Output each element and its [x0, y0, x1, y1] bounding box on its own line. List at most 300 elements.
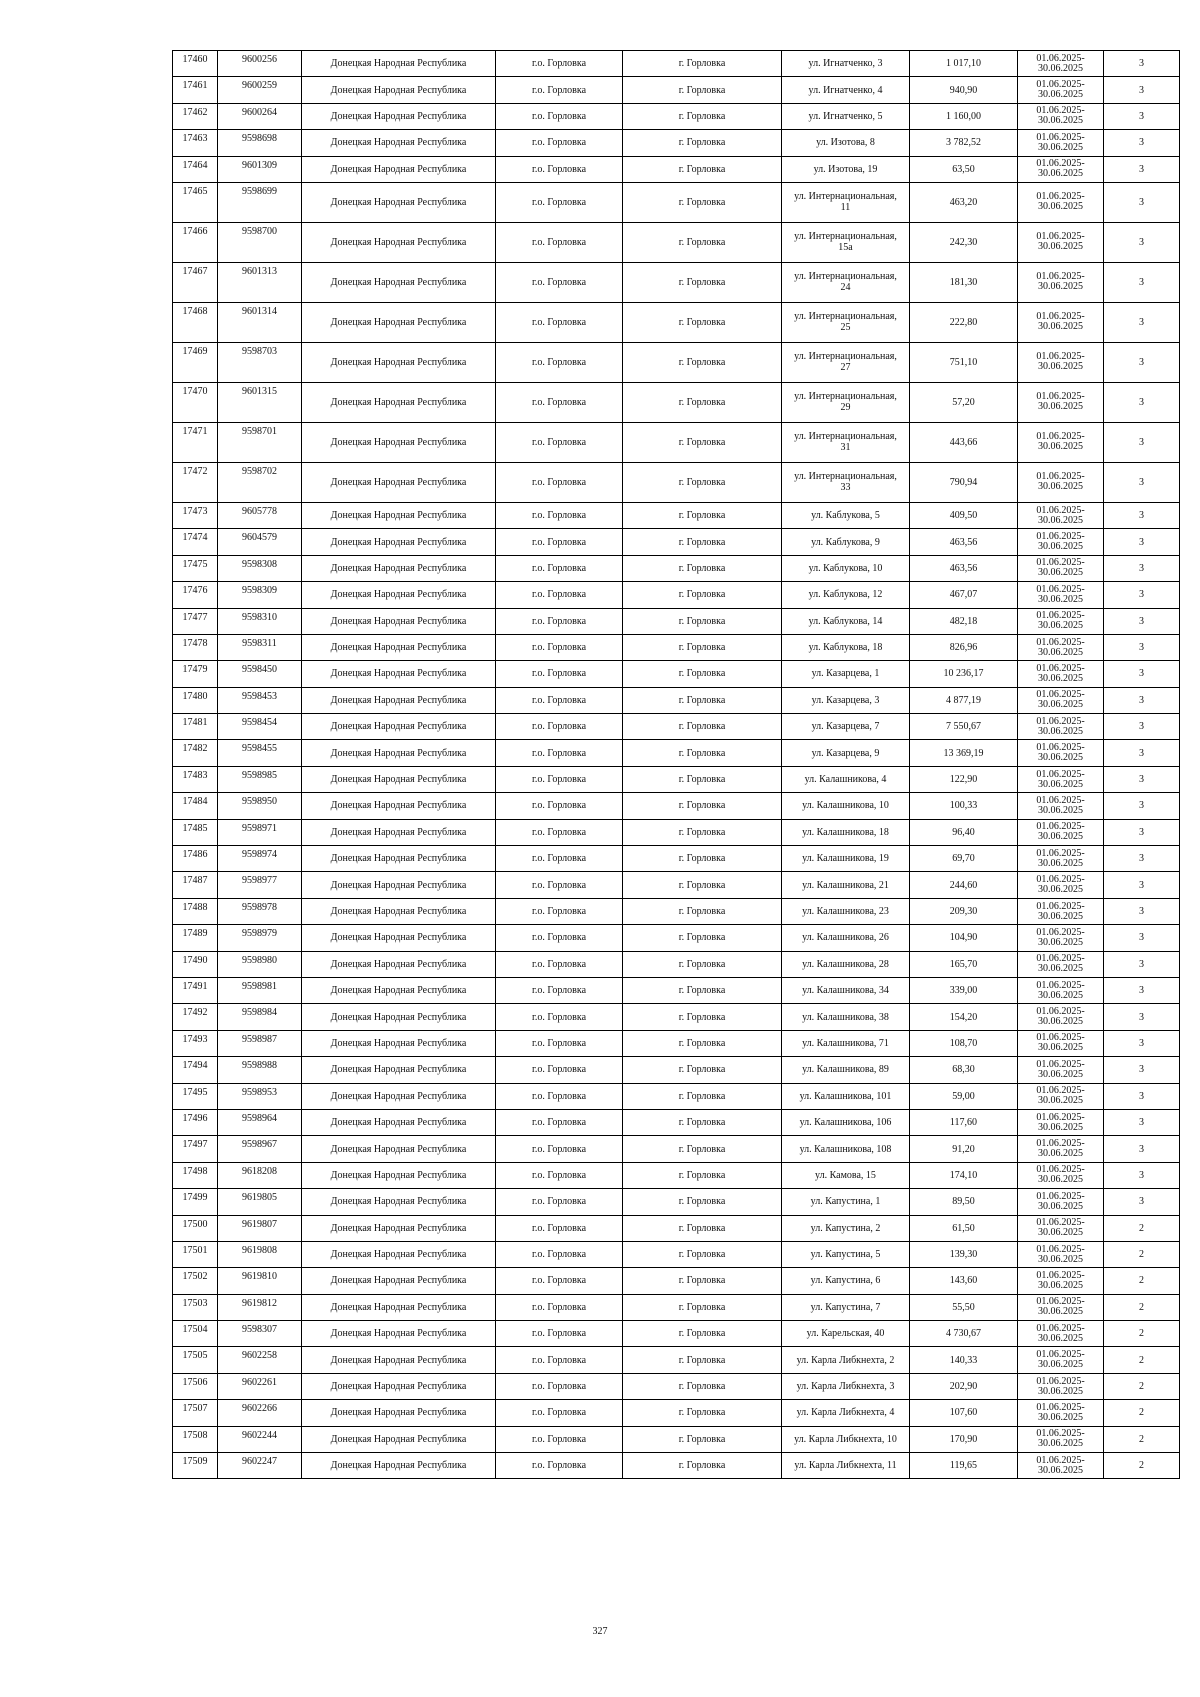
table-row: [173, 529, 1180, 555]
category-cell: [1104, 77, 1180, 103]
category-cell: [1104, 766, 1180, 792]
row-number-cell: [173, 1268, 218, 1294]
period-text: 01.06.2025-: [1036, 1243, 1085, 1255]
category-cell: [1104, 1321, 1180, 1347]
category-text: 3: [1139, 137, 1144, 149]
period-text: 30.06.2025: [1038, 963, 1083, 975]
period-text: 30.06.2025: [1038, 567, 1083, 579]
street-address-cell: [782, 766, 910, 792]
period-text: 01.06.2025-: [1036, 504, 1085, 516]
street-address-text: ул. Изотова, 19: [813, 163, 878, 175]
table-row: [173, 382, 1180, 422]
area-cell: [910, 898, 1018, 924]
settlement-text: г. Горловка: [678, 84, 726, 96]
area-cell: [910, 302, 1018, 342]
object-code-cell: [218, 846, 302, 872]
period-cell: [1018, 422, 1104, 462]
category-cell: [1104, 740, 1180, 766]
region-cell: [302, 51, 496, 77]
category-cell: [1104, 582, 1180, 608]
settlement-cell: [623, 130, 782, 156]
object-code-cell: [218, 925, 302, 951]
object-code-cell: [218, 951, 302, 977]
period-text: 01.06.2025-: [1036, 662, 1085, 674]
street-address-cell: [782, 846, 910, 872]
row-number-cell: [173, 1162, 218, 1188]
street-address-text: ул. Калашникова, 4: [804, 774, 887, 786]
municipal-district-cell: [496, 1162, 623, 1188]
settlement-text: г. Горловка: [678, 196, 726, 208]
settlement-cell: [623, 1057, 782, 1083]
row-number-text: 17476: [182, 585, 208, 597]
category-text: 3: [1139, 879, 1144, 891]
area-text: 409,50: [949, 510, 978, 522]
row-number-cell: [173, 582, 218, 608]
period-cell: [1018, 1136, 1104, 1162]
row-number-text: 17485: [182, 822, 208, 834]
period-text: 01.06.2025-: [1036, 821, 1085, 833]
region-cell: [302, 555, 496, 581]
municipal-district-text: г.о. Горловка: [531, 985, 587, 997]
object-code-cell: [218, 1215, 302, 1241]
row-number-text: 17474: [182, 532, 208, 544]
municipal-district-text: г.о. Горловка: [531, 1433, 587, 1445]
object-code-cell: [218, 1294, 302, 1320]
settlement-cell: [623, 262, 782, 302]
row-number-cell: [173, 793, 218, 819]
region-cell: [302, 872, 496, 898]
settlement-text: г. Горловка: [678, 1117, 726, 1129]
period-cell: [1018, 103, 1104, 129]
row-number-cell: [173, 951, 218, 977]
category-text: 3: [1139, 1011, 1144, 1023]
region-text: Донецкая Народная Республика: [330, 1249, 467, 1261]
street-address-text: ул. Калашникова, 18: [802, 826, 889, 838]
region-cell: [302, 1321, 496, 1347]
area-text: 55,50: [952, 1301, 975, 1313]
row-number-text: 17478: [182, 637, 208, 649]
region-text: Донецкая Народная Республика: [330, 110, 467, 122]
region-cell: [302, 582, 496, 608]
settlement-text: г. Горловка: [678, 1328, 726, 1340]
table-row: [173, 1294, 1180, 1320]
table-row: [173, 1268, 1180, 1294]
object-code-cell: [218, 51, 302, 77]
object-code-cell: [218, 582, 302, 608]
region-text: Донецкая Народная Республика: [330, 476, 467, 488]
table-row: [173, 793, 1180, 819]
region-cell: [302, 77, 496, 103]
settlement-cell: [623, 1189, 782, 1215]
row-number-text: 17506: [182, 1376, 208, 1388]
object-code-text: 9598974: [242, 849, 277, 861]
street-address-cell: [782, 1400, 910, 1426]
region-text: Донецкая Народная Республика: [330, 536, 467, 548]
period-text: 30.06.2025: [1038, 168, 1083, 180]
area-text: 181,30: [949, 276, 978, 288]
settlement-text: г. Горловка: [678, 536, 726, 548]
street-address-text: ул. Каблукова, 14: [808, 615, 883, 627]
period-text: 30.06.2025: [1038, 281, 1083, 293]
settlement-text: г. Горловка: [678, 615, 726, 627]
object-code-cell: [218, 1189, 302, 1215]
settlement-text: г. Горловка: [678, 1064, 726, 1076]
municipal-district-cell: [496, 555, 623, 581]
region-text: Донецкая Народная Республика: [330, 879, 467, 891]
category-cell: [1104, 1162, 1180, 1188]
category-cell: [1104, 555, 1180, 581]
area-cell: [910, 103, 1018, 129]
category-cell: [1104, 1347, 1180, 1373]
row-number-cell: [173, 182, 218, 222]
table-row: [173, 1162, 1180, 1188]
category-cell: [1104, 1004, 1180, 1030]
object-code-cell: [218, 714, 302, 740]
area-cell: [910, 1241, 1018, 1267]
region-text: Донецкая Народная Республика: [330, 1460, 467, 1472]
row-number-cell: [173, 872, 218, 898]
area-cell: [910, 846, 1018, 872]
row-number-text: 17504: [182, 1324, 208, 1336]
area-cell: [910, 555, 1018, 581]
street-address-cell: [782, 582, 910, 608]
object-code-text: 9598988: [242, 1060, 277, 1072]
period-text: 30.06.2025: [1038, 1121, 1083, 1133]
area-text: 242,30: [949, 236, 978, 248]
period-cell: [1018, 819, 1104, 845]
municipal-district-cell: [496, 1083, 623, 1109]
period-text: 30.06.2025: [1038, 752, 1083, 764]
settlement-text: г. Горловка: [678, 137, 726, 149]
region-cell: [302, 302, 496, 342]
period-text: 01.06.2025-: [1036, 391, 1085, 403]
period-text: 01.06.2025-: [1036, 1058, 1085, 1070]
category-text: 3: [1139, 84, 1144, 96]
region-text: Донецкая Народная Республика: [330, 316, 467, 328]
region-cell: [302, 1030, 496, 1056]
settlement-cell: [623, 382, 782, 422]
region-text: Донецкая Народная Республика: [330, 642, 467, 654]
settlement-text: г. Горловка: [678, 642, 726, 654]
table-row: [173, 302, 1180, 342]
area-text: 463,56: [949, 562, 978, 574]
region-cell: [302, 462, 496, 502]
municipal-district-text: г.о. Горловка: [531, 774, 587, 786]
area-cell: [910, 130, 1018, 156]
row-number-cell: [173, 766, 218, 792]
period-text: 01.06.2025-: [1036, 689, 1085, 701]
settlement-cell: [623, 1453, 782, 1479]
object-code-text: 9618208: [242, 1165, 277, 1177]
municipal-district-text: г.о. Горловка: [531, 276, 587, 288]
settlement-cell: [623, 1241, 782, 1267]
street-address-text: ул. Калашникова, 26: [802, 932, 889, 944]
object-code-cell: [218, 222, 302, 262]
municipal-district-cell: [496, 1030, 623, 1056]
municipal-district-text: г.о. Горловка: [531, 137, 587, 149]
street-address-text: ул. Калашникова, 106: [799, 1117, 892, 1129]
municipal-district-cell: [496, 1215, 623, 1241]
region-cell: [302, 1083, 496, 1109]
street-address-text: ул. Карельская, 40: [806, 1328, 885, 1340]
object-code-cell: [218, 1400, 302, 1426]
area-text: 117,60: [949, 1117, 978, 1129]
row-number-cell: [173, 925, 218, 951]
settlement-cell: [623, 582, 782, 608]
region-cell: [302, 1268, 496, 1294]
period-text: 01.06.2025-: [1036, 191, 1085, 203]
object-code-text: 9598450: [242, 664, 277, 676]
category-cell: [1104, 634, 1180, 660]
street-address-text: ул. Игнатченко, 3: [808, 58, 883, 70]
region-cell: [302, 1294, 496, 1320]
settlement-cell: [623, 302, 782, 342]
category-cell: [1104, 714, 1180, 740]
area-text: 57,20: [952, 396, 975, 408]
municipal-district-text: г.о. Горловка: [531, 1354, 587, 1366]
object-code-text: 9598703: [242, 345, 277, 357]
settlement-text: г. Горловка: [678, 1143, 726, 1155]
table-row: [173, 51, 1180, 77]
street-address-text: ул. Каблукова, 9: [811, 536, 880, 548]
municipal-district-text: г.о. Горловка: [531, 642, 587, 654]
settlement-cell: [623, 634, 782, 660]
table-row: [173, 714, 1180, 740]
settlement-text: г. Горловка: [678, 163, 726, 175]
row-number-text: 17488: [182, 901, 208, 913]
period-cell: [1018, 1083, 1104, 1109]
street-address-cell: [782, 182, 910, 222]
municipal-district-text: г.о. Горловка: [531, 163, 587, 175]
category-text: 3: [1139, 436, 1144, 448]
object-code-cell: [218, 182, 302, 222]
street-address-text: ул. Карла Либкнехта, 11: [794, 1460, 897, 1472]
object-code-cell: [218, 1373, 302, 1399]
row-number-text: 17500: [182, 1218, 208, 1230]
row-number-cell: [173, 1373, 218, 1399]
period-cell: [1018, 1241, 1104, 1267]
category-text: 3: [1139, 721, 1144, 733]
street-address-text: ул. Интернациональная,: [794, 271, 897, 283]
object-code-cell: [218, 819, 302, 845]
settlement-text: г. Горловка: [678, 932, 726, 944]
municipal-district-cell: [496, 1136, 623, 1162]
street-address-cell: [782, 687, 910, 713]
period-cell: [1018, 766, 1104, 792]
period-cell: [1018, 1373, 1104, 1399]
row-number-text: 17475: [182, 558, 208, 570]
period-cell: [1018, 793, 1104, 819]
region-text: Донецкая Народная Республика: [330, 774, 467, 786]
municipal-district-cell: [496, 1400, 623, 1426]
period-text: 01.06.2025-: [1036, 1454, 1085, 1466]
object-code-cell: [218, 872, 302, 898]
category-cell: [1104, 687, 1180, 713]
area-text: 463,56: [949, 536, 978, 548]
street-address-cell: [782, 819, 910, 845]
table-row: [173, 766, 1180, 792]
region-text: Донецкая Народная Республика: [330, 1354, 467, 1366]
street-address-cell: [782, 1453, 910, 1479]
category-text: 3: [1139, 932, 1144, 944]
object-code-cell: [218, 608, 302, 634]
row-number-text: 17499: [182, 1192, 208, 1204]
period-cell: [1018, 872, 1104, 898]
object-code-text: 9601313: [242, 265, 277, 277]
table-row: [173, 342, 1180, 382]
settlement-cell: [623, 714, 782, 740]
municipal-district-text: г.о. Горловка: [531, 747, 587, 759]
area-cell: [910, 342, 1018, 382]
region-text: Донецкая Народная Республика: [330, 1328, 467, 1340]
municipal-district-text: г.о. Горловка: [531, 316, 587, 328]
table-row: [173, 1400, 1180, 1426]
municipal-district-text: г.о. Горловка: [531, 1064, 587, 1076]
area-text: 940,90: [949, 84, 978, 96]
region-text: Донецкая Народная Республика: [330, 853, 467, 865]
period-text: 01.06.2025-: [1036, 1349, 1085, 1361]
period-text: 30.06.2025: [1038, 514, 1083, 526]
row-number-text: 17495: [182, 1086, 208, 1098]
municipal-district-text: г.о. Горловка: [531, 1381, 587, 1393]
table-row: [173, 1136, 1180, 1162]
period-cell: [1018, 156, 1104, 182]
object-code-cell: [218, 1426, 302, 1452]
category-cell: [1104, 819, 1180, 845]
period-text: 30.06.2025: [1038, 481, 1083, 493]
row-number-text: 17468: [182, 305, 208, 317]
area-cell: [910, 687, 1018, 713]
period-cell: [1018, 714, 1104, 740]
area-cell: [910, 1426, 1018, 1452]
period-cell: [1018, 608, 1104, 634]
row-number-text: 17463: [182, 133, 208, 145]
settlement-text: г. Горловка: [678, 800, 726, 812]
object-code-text: 9598453: [242, 690, 277, 702]
object-code-text: 9619807: [242, 1218, 277, 1230]
region-cell: [302, 1347, 496, 1373]
area-cell: [910, 51, 1018, 77]
region-cell: [302, 222, 496, 262]
period-text: 01.06.2025-: [1036, 431, 1085, 443]
row-number-text: 17493: [182, 1033, 208, 1045]
settlement-text: г. Горловка: [678, 853, 726, 865]
street-address-text: ул. Капустина, 5: [810, 1249, 881, 1261]
region-text: Донецкая Народная Республика: [330, 721, 467, 733]
municipal-district-text: г.о. Горловка: [531, 84, 587, 96]
category-text: 3: [1139, 1143, 1144, 1155]
area-cell: [910, 1400, 1018, 1426]
area-cell: [910, 634, 1018, 660]
period-cell: [1018, 977, 1104, 1003]
period-text: 01.06.2025-: [1036, 636, 1085, 648]
table-row: [173, 1057, 1180, 1083]
period-text: 30.06.2025: [1038, 241, 1083, 253]
period-cell: [1018, 1400, 1104, 1426]
settlement-cell: [623, 555, 782, 581]
category-text: 3: [1139, 985, 1144, 997]
region-text: Донецкая Народная Республика: [330, 1064, 467, 1076]
street-address-cell: [782, 898, 910, 924]
period-text: 30.06.2025: [1038, 672, 1083, 684]
period-cell: [1018, 1321, 1104, 1347]
object-code-text: 9601314: [242, 305, 277, 317]
municipal-district-cell: [496, 182, 623, 222]
object-code-cell: [218, 1162, 302, 1188]
object-code-cell: [218, 1136, 302, 1162]
street-address-cell: [782, 661, 910, 687]
street-address-cell: [782, 740, 910, 766]
settlement-text: г. Горловка: [678, 1460, 726, 1472]
region-cell: [302, 898, 496, 924]
street-address-text: ул. Каблукова, 10: [808, 562, 883, 574]
category-cell: [1104, 1136, 1180, 1162]
settlement-text: г. Горловка: [678, 110, 726, 122]
settlement-text: г. Горловка: [678, 562, 726, 574]
row-number-text: 17491: [182, 980, 208, 992]
area-text: 222,80: [949, 316, 978, 328]
object-code-text: 9598310: [242, 611, 277, 623]
row-number-cell: [173, 1189, 218, 1215]
table-row: [173, 819, 1180, 845]
period-cell: [1018, 262, 1104, 302]
street-address-text: ул. Интернациональная,: [794, 431, 897, 443]
period-text: 30.06.2025: [1038, 62, 1083, 74]
period-text: 30.06.2025: [1038, 1174, 1083, 1186]
street-address-text: ул. Калашникова, 34: [802, 985, 889, 997]
table-row: [173, 422, 1180, 462]
area-text: 13 369,19: [943, 747, 984, 759]
street-address-cell: [782, 608, 910, 634]
region-text: Донецкая Народная Республика: [330, 137, 467, 149]
street-address-cell: [782, 1373, 910, 1399]
street-address-cell: [782, 77, 910, 103]
table-row: [173, 687, 1180, 713]
object-code-cell: [218, 740, 302, 766]
category-text: 3: [1139, 906, 1144, 917]
period-cell: [1018, 1004, 1104, 1030]
municipal-district-text: г.о. Горловка: [531, 932, 587, 944]
municipal-district-cell: [496, 608, 623, 634]
area-text: 467,07: [949, 589, 978, 601]
area-text: 154,20: [949, 1011, 978, 1023]
settlement-text: г. Горловка: [678, 276, 726, 288]
category-text: 3: [1139, 1117, 1144, 1129]
object-code-cell: [218, 977, 302, 1003]
municipal-district-text: г.о. Горловка: [531, 1275, 587, 1287]
period-cell: [1018, 582, 1104, 608]
table-row: [173, 582, 1180, 608]
category-text: 3: [1139, 589, 1144, 601]
area-text: 100,33: [949, 800, 978, 812]
category-cell: [1104, 422, 1180, 462]
municipal-district-cell: [496, 502, 623, 528]
category-cell: [1104, 977, 1180, 1003]
row-number-cell: [173, 222, 218, 262]
period-text: 01.06.2025-: [1036, 158, 1085, 170]
object-code-cell: [218, 766, 302, 792]
period-text: 01.06.2025-: [1036, 1401, 1085, 1413]
area-cell: [910, 793, 1018, 819]
period-cell: [1018, 687, 1104, 713]
region-text: Донецкая Народная Республика: [330, 58, 467, 70]
period-text: 01.06.2025-: [1036, 271, 1085, 283]
period-text: 01.06.2025-: [1036, 1269, 1085, 1281]
period-text: 30.06.2025: [1038, 778, 1083, 790]
table-row: [173, 846, 1180, 872]
street-address-cell: [782, 342, 910, 382]
street-address-cell: [782, 51, 910, 77]
